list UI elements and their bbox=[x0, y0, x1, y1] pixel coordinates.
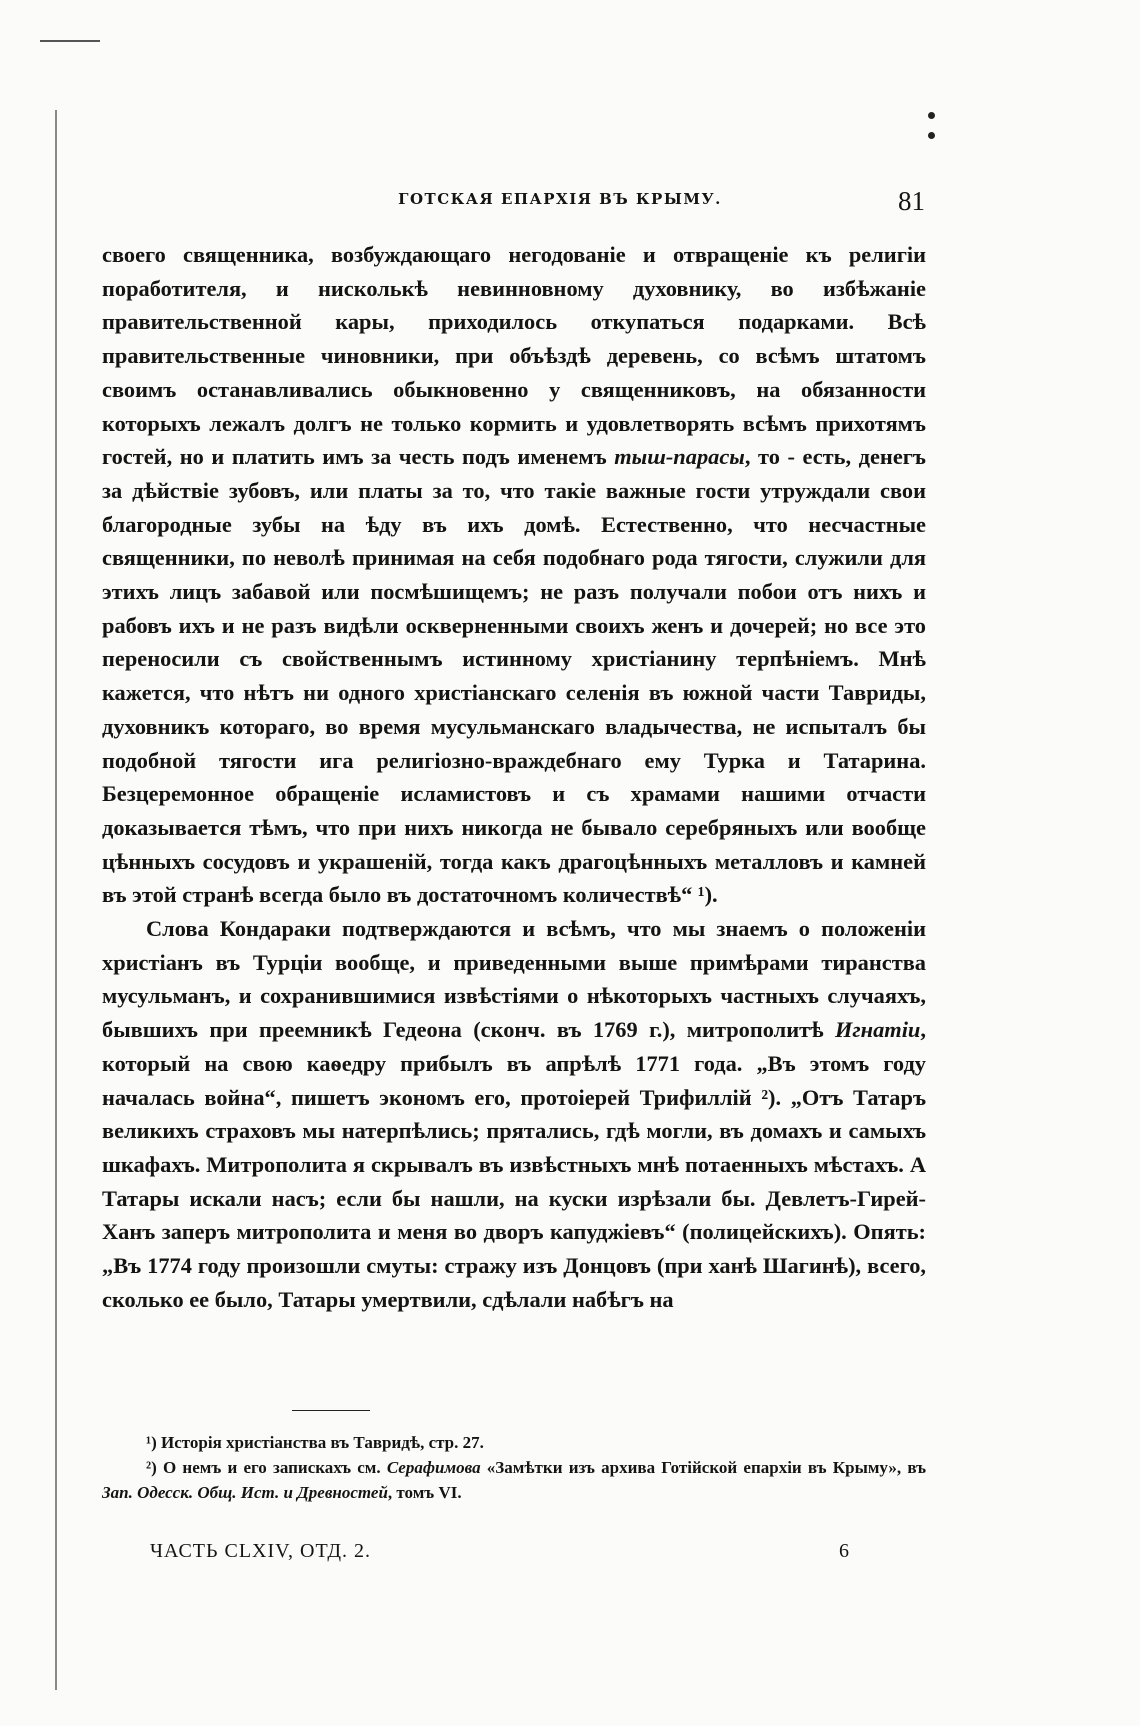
paragraph-1-text-a: своего священника, возбуждающаго негодованіе и отвращеніе къ религіи поработителя, и нисколькѣ невинновному духовнику, во избѣжаніе правительственной кары, приходилось откупаться подарками. Всѣ правительственные чиновники, при объѣздѣ деревень, со всѣмъ штатомъ своимъ останавливались обыкновенно у священниковъ, на обязанности которыхъ лежалъ долгъ не только кормить и удовлетворять всѣмъ прихотямъ гостей, но и платить имъ за честь подъ именемъ bbox=[102, 242, 926, 470]
scan-edge-line bbox=[55, 110, 57, 1690]
paragraph-1-text-b: , то - есть, денегъ за дѣйствіе зубовъ, или платы за то, что такіе важные гости утруждали свои благородные зубы на ѣду въ ихъ домѣ. Естественно, что несчастные священники, по неволѣ принимая на себя подобнаго рода тягости, служили для этихъ лицъ забавой или посмѣшищемъ; не разъ получали побои отъ нихъ и рабовъ ихъ и не разъ видѣли оскверненными своихъ женъ и дочерей; но все это переносили съ свойственнымъ истинному христіанину терпѣніемъ. Мнѣ кажется, что нѣтъ ни одного христіанскаго селенія въ южной части Тавриды, духовникъ котораго, во время мусульманскаго владычества, не испыталъ бы подобной тягости ига религіозно-враждебнаго ему Турка и Татарина. Безцеремонное обращеніе исламистовъ и съ храмами нашими отчасти доказывается тѣмъ, что при нихъ никогда не бывало серебряныхъ или вообще цѣнныхъ сосудовъ и украшеній, тогда какъ драгоцѣнныхъ металловъ и камней въ этой странѣ всегда было въ достаточномъ количествѣ“ ¹). bbox=[102, 444, 926, 908]
scan-speck bbox=[928, 112, 935, 119]
footnote-2-text-b: «Замѣтки изъ архива Готійской епархіи въ Крыму», въ bbox=[480, 1458, 926, 1477]
page-number: 81 bbox=[898, 186, 925, 216]
main-text bbox=[102, 238, 926, 1317]
footnote-1: ¹) Исторія христіанства въ Тавридѣ, стр. 27. bbox=[146, 1433, 484, 1452]
paragraph-2-italic-name: Игнатіи bbox=[834, 1017, 921, 1043]
footnote-2-author: Серафимова bbox=[386, 1458, 481, 1477]
volume-part-label: ЧАСТЬ CLXIV, ОТД. 2. bbox=[150, 1540, 372, 1562]
footnote-2 bbox=[102, 1455, 926, 1505]
footnote-divider bbox=[292, 1410, 370, 1411]
footnote-2-text-c: , томъ VI. bbox=[387, 1483, 462, 1502]
paragraph-2-text-a: Слова Кондараки подтверждаются и всѣмъ, что мы знаемъ о положеніи христіанъ въ Турціи вообще, и приведенными выше примѣрами тиранства мусульманъ, и сохранившимися извѣстіями о нѣкоторыхъ частныхъ случаяхъ, бывшихъ при преемникѣ Гедеона (сконч. въ 1769 г.), митрополитѣ bbox=[102, 916, 926, 1043]
footnote-2-text-a: ²) О немъ и его запискахъ см. bbox=[146, 1458, 387, 1477]
scan-speck bbox=[928, 132, 935, 139]
footnote-2-journal: Зап. Одесск. Общ. Ист. и Древностей bbox=[102, 1483, 388, 1502]
printer-signature bbox=[150, 1540, 850, 1570]
running-title: ГОТСКАЯ ЕПАРХІЯ ВЪ КРЫМУ. bbox=[398, 190, 722, 208]
paragraph-2 bbox=[102, 912, 926, 1316]
paragraph-1 bbox=[102, 238, 926, 912]
page-header bbox=[105, 186, 925, 218]
sheet-number: 6 bbox=[839, 1540, 850, 1562]
footnotes bbox=[102, 1430, 926, 1505]
scan-edge-mark bbox=[40, 40, 100, 42]
paragraph-1-italic-term: тыш-парасы bbox=[614, 444, 745, 470]
paragraph-2-text-b: , который на свою каѳедру прибылъ въ апрѣлѣ 1771 года. „Въ этомъ году началась война“, пишетъ экономъ его, протоіерей Трифиллій ²). „Отъ Татаръ великихъ страховъ мы натерпѣлись; прятались, гдѣ могли, въ домахъ и самыхъ шкафахъ. Митрополита я скрывалъ въ извѣстныхъ мнѣ потаенныхъ мѣстахъ. А Татары искали насъ; если бы нашли, на куски изрѣзали бы. Девлетъ-Гирей-Ханъ заперъ митрополита и меня во дворъ капуджіевъ“ (полицейскихъ). Опять: „Въ 1774 году произошли смуты: стражу изъ Донцовъ (при ханѣ Шагинѣ), всего, сколько ее было, Татары умертвили, сдѣлали набѣгъ на bbox=[102, 1017, 926, 1312]
